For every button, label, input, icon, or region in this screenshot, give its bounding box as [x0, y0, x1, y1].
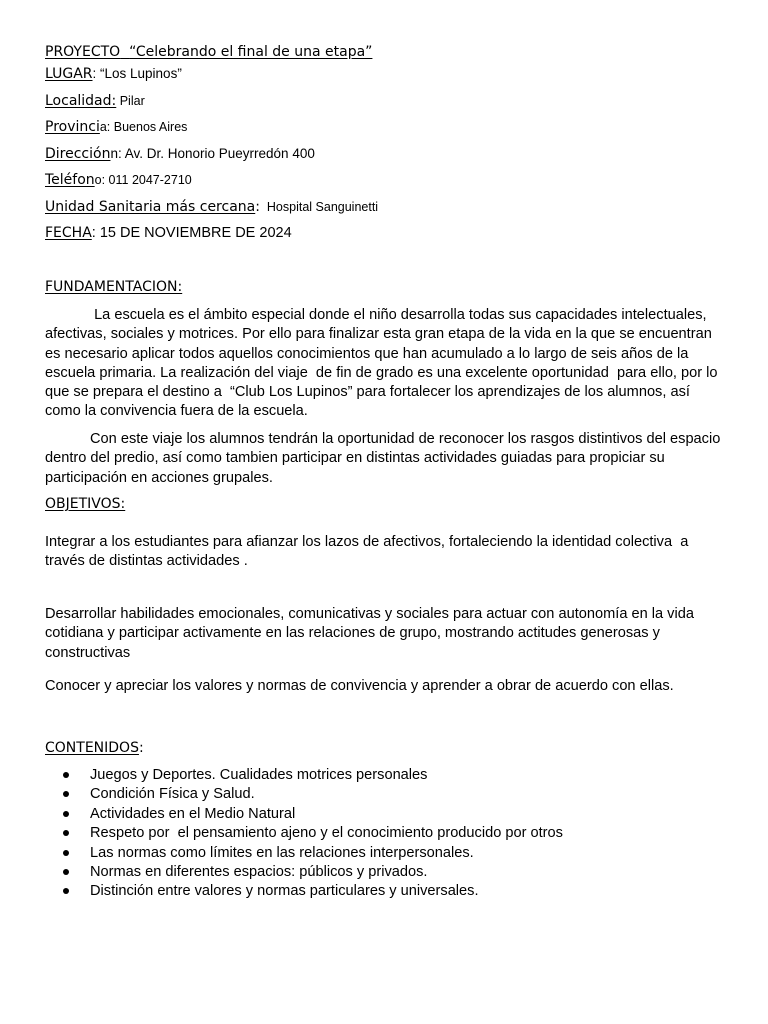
bullet-icon [63, 888, 69, 894]
project-title-line [45, 44, 372, 60]
localidad-value: Pilar [116, 94, 145, 108]
bullet-icon [63, 791, 69, 797]
bullet-icon [63, 850, 69, 856]
objetivos-heading: OBJETIVOS: [45, 496, 126, 512]
direccion-label: Dirección [45, 146, 111, 162]
list-item: Actividades en el Medio Natural [45, 805, 725, 824]
lugar-label: LUGAR [45, 66, 93, 82]
bullet-icon [63, 772, 69, 778]
list-item: Condición Física y Salud. [45, 785, 725, 804]
list-item: Normas en diferentes espacios: públicos y privados. [45, 863, 725, 882]
contenidos-heading: CONTENIDOS [45, 740, 139, 756]
provincia-line [45, 118, 187, 136]
fundamentacion-paragraph-1: La escuela es el ámbito especial donde el niño desarrolla todas sus capacidades intelectuales, afectivas, sociales y motrices. Por ello para finalizar esta gran etapa de la vida en la que se encuentran es necesario aplicar todos aquellos conocimientos que han acumulado a lo largo de seis años de la escuela primaria. La realización del viaje de fin de grado es una excelente oportunidad para ello, por lo que se prepara el destino a “Club Los Lupinos” para fortalecer los aprendizajes de los alumnos, así como la convivencia fuera de la escuela. [45, 307, 722, 420]
lugar-line [45, 65, 182, 83]
localidad-label: Localidad: [45, 93, 117, 109]
lugar-value: : “Los Lupinos” [92, 66, 182, 81]
fecha-label: FECHA [45, 225, 92, 241]
fundamentacion-paragraph-2: Con este viaje los alumnos tendrán la oportunidad de reconocer los rasgos distintivos del espacio dentro del predio, así como tambien participar en distintas actividades guiadas para propiciar su participación en acciones grupales. [45, 431, 721, 486]
bullet-icon [63, 869, 69, 875]
objetivo-item: Desarrollar habilidades emocionales, comunicativas y sociales para actuar con autonomía en la vida cotidiana y participar activamente en las relaciones de grupo, mostrando actitudes generosas y constructivas [45, 606, 699, 661]
list-item: Distinción entre valores y normas particulares y universales. [45, 882, 725, 901]
unidad-sanitaria-value: Hospital Sanguinetti [259, 200, 379, 214]
unidad-sanitaria-line: Unidad Sanitaria más cercana: Hospital Sanguinetti [45, 199, 379, 215]
contenidos-heading-line: CONTENIDOS: [45, 740, 144, 756]
fecha-value: : 15 DE NOVIEMBRE DE 2024 [91, 225, 292, 241]
list-item: Juegos y Deportes. Cualidades motrices personales [45, 766, 725, 785]
provincia-label: Provinci [45, 119, 100, 135]
contenidos-list [45, 766, 725, 902]
project-title: “Celebrando el final de una etapa” [129, 44, 373, 60]
localidad-line [45, 92, 145, 110]
bullet-icon [63, 811, 69, 817]
list-item: Las normas como límites en las relaciones interpersonales. [45, 844, 725, 863]
provincia-value: a: Buenos Aires [99, 120, 188, 134]
unidad-sanitaria-label: Unidad Sanitaria más cercana [45, 199, 256, 215]
bullet-icon [63, 830, 69, 836]
objetivo-item: Conocer y apreciar los valores y normas de convivencia y aprender a obrar de acuerdo con ellas. [45, 678, 674, 694]
telefono-line [45, 171, 192, 189]
telefono-value: o: 011 2047-2710 [94, 173, 192, 187]
objetivo-item: Integrar a los estudiantes para afianzar los lazos de afectivos, fortaleciendo la identidad colectiva a través de distintas actividades . [45, 534, 693, 570]
list-item: Respeto por el pensamiento ajeno y el conocimiento producido por otros [45, 824, 725, 843]
fundamentacion-heading: FUNDAMENTACION: [45, 279, 183, 295]
direccion-line [45, 145, 315, 163]
project-label: PROYECTO [45, 44, 121, 60]
telefono-label: Teléfon [45, 172, 95, 188]
direccion-value: n: Av. Dr. Honorio Pueyrredón 400 [110, 146, 315, 161]
fecha-line [45, 224, 292, 242]
